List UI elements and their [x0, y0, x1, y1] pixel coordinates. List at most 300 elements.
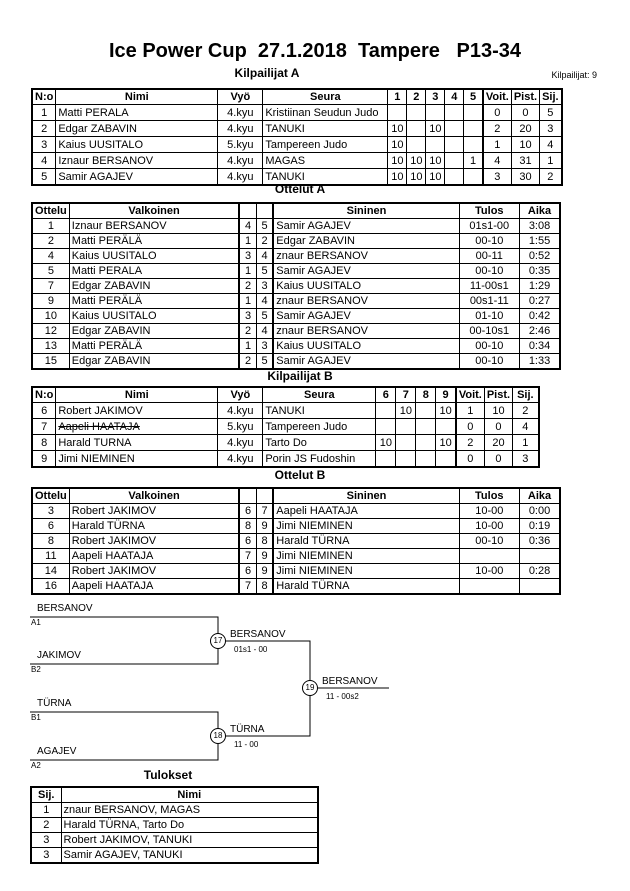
- table-row: [32, 264, 560, 279]
- table-cell: Kaius UUSITALO: [56, 137, 218, 153]
- column-header: Sininen: [273, 203, 459, 219]
- table-cell: Kaius UUSITALO: [69, 249, 239, 264]
- table-cell: 2: [32, 234, 69, 249]
- table-cell: 0:27: [519, 294, 560, 309]
- table-cell: 4: [256, 294, 273, 309]
- header-row: [32, 89, 562, 105]
- bracket-seed3-tag: B1: [31, 713, 41, 722]
- table-cell: [464, 121, 483, 137]
- table-cell: [396, 419, 416, 435]
- table-cell: 3: [239, 249, 256, 264]
- table-cell: [396, 451, 416, 468]
- table-cell: 3: [513, 451, 539, 468]
- table-cell: Edgar ZABAVIN: [56, 121, 218, 137]
- bracket-match17-score: 01s1 - 00: [234, 645, 268, 654]
- table-cell: 2: [32, 121, 56, 137]
- bracket-match19-number: 19: [302, 680, 318, 696]
- table-cell: 5: [32, 169, 56, 186]
- kilpailijat-a-table: [31, 88, 563, 186]
- table-cell: 10: [407, 169, 426, 186]
- table-cell: [426, 137, 445, 153]
- table-row: [32, 339, 560, 354]
- column-header: Ottelu: [32, 488, 69, 504]
- table-cell: 4.kyu: [218, 121, 263, 137]
- table-cell: 3: [32, 137, 56, 153]
- table-cell: Harald TÜRNA: [273, 579, 459, 595]
- column-header: Sij.: [540, 89, 562, 105]
- table-row: [32, 105, 562, 121]
- section-title-ottelut-a: Ottelut A: [274, 182, 326, 196]
- table-row: [31, 818, 318, 833]
- column-header: 2: [407, 89, 426, 105]
- table-row: [32, 294, 560, 309]
- table-cell: 0:42: [519, 309, 560, 324]
- table-cell: Edgar ZABAVIN: [69, 279, 239, 294]
- column-header: Nimi: [56, 89, 218, 105]
- table-cell: 5: [256, 264, 273, 279]
- table-cell: 11: [32, 549, 69, 564]
- table-cell: Robert JAKIMOV: [56, 403, 218, 419]
- table-cell: Edgar ZABAVIN: [69, 354, 239, 370]
- bracket-seed1-name: BERSANOV: [37, 603, 93, 614]
- table-row: [32, 249, 560, 264]
- table-cell: 1: [32, 105, 56, 121]
- table-cell: 9: [32, 294, 69, 309]
- table-cell: 8: [256, 534, 273, 549]
- column-header: Seura: [263, 387, 376, 403]
- table-cell: znaur BERSANOV: [273, 324, 459, 339]
- table-row: [32, 219, 560, 234]
- table-row: [32, 403, 539, 419]
- section-title-tulokset: Tulokset: [143, 768, 193, 782]
- table-row: [32, 309, 560, 324]
- table-cell: 10: [388, 137, 407, 153]
- section-title-kilpailijat-b: Kilpailijat B: [267, 369, 333, 383]
- table-cell: 7: [239, 579, 256, 595]
- table-cell: 0: [456, 419, 485, 435]
- table-cell: 4.kyu: [218, 435, 263, 451]
- table-cell: 9: [32, 451, 56, 468]
- header-row: [32, 203, 560, 219]
- table-cell: Matti PERALA: [69, 264, 239, 279]
- table-cell: Tarto Do: [263, 435, 376, 451]
- table-cell: Kaius UUSITALO: [273, 279, 459, 294]
- ottelut-a-table: [31, 202, 561, 370]
- table-cell: [376, 419, 396, 435]
- column-header: [256, 203, 273, 219]
- table-cell: 3: [256, 279, 273, 294]
- table-cell: [436, 451, 456, 468]
- table-cell: Samir AGAJEV: [273, 219, 459, 234]
- table-cell: Jimi NIEMINEN: [273, 549, 459, 564]
- column-header: Aika: [519, 203, 560, 219]
- table-row: [32, 549, 560, 564]
- table-cell: 1:55: [519, 234, 560, 249]
- table-cell: 9: [256, 519, 273, 534]
- table-cell: Edgar ZABAVIN: [273, 234, 459, 249]
- table-cell: Kristiinan Seudun Judo: [263, 105, 388, 121]
- table-cell: 10-00: [459, 504, 519, 519]
- column-header: [239, 488, 256, 504]
- table-cell: 4.kyu: [218, 105, 263, 121]
- column-header: 1: [388, 89, 407, 105]
- table-cell: znaur BERSANOV, MAGAS: [61, 803, 318, 818]
- table-cell: 00-10: [459, 354, 519, 370]
- table-cell: 1:29: [519, 279, 560, 294]
- column-header: Vyö: [218, 387, 263, 403]
- table-cell: [445, 137, 464, 153]
- column-header: 7: [396, 387, 416, 403]
- column-header: Voit.: [483, 89, 512, 105]
- table-cell: 0:36: [519, 534, 560, 549]
- table-cell: 1: [540, 153, 562, 169]
- table-cell: 5: [256, 219, 273, 234]
- table-cell: 10: [511, 137, 539, 153]
- table-cell: Robert JAKIMOV: [69, 534, 239, 549]
- section-title-kilpailijat-a: Kilpailijat A: [234, 66, 300, 80]
- column-header: Valkoinen: [69, 203, 239, 219]
- table-cell: Samir AGAJEV: [273, 309, 459, 324]
- table-cell: 00-10s1: [459, 324, 519, 339]
- table-cell: MAGAS: [263, 153, 388, 169]
- table-cell: 10: [436, 403, 456, 419]
- table-cell: 00-11: [459, 249, 519, 264]
- header-row: [31, 787, 318, 803]
- table-cell: 12: [32, 324, 69, 339]
- table-cell: 3: [32, 504, 69, 519]
- table-cell: 14: [32, 564, 69, 579]
- table-cell: [388, 105, 407, 121]
- table-cell: [445, 121, 464, 137]
- table-cell: [459, 549, 519, 564]
- table-cell: 0: [484, 451, 512, 468]
- table-cell: 10: [388, 121, 407, 137]
- table-cell: 10: [407, 153, 426, 169]
- table-cell: 2: [239, 324, 256, 339]
- table-cell: 8: [239, 519, 256, 534]
- table-cell: [376, 451, 396, 468]
- table-cell: 31: [511, 153, 539, 169]
- table-cell: 10: [484, 403, 512, 419]
- bracket-seed3-name: TÜRNA: [37, 698, 72, 709]
- table-cell: [416, 451, 436, 468]
- table-cell: 3: [31, 833, 61, 848]
- table-cell: Harald TÜRNA: [273, 534, 459, 549]
- table-row: [32, 137, 562, 153]
- table-cell: 7: [256, 504, 273, 519]
- table-cell: 0: [456, 451, 485, 468]
- table-row: [32, 579, 560, 595]
- table-cell: [396, 435, 416, 451]
- table-cell: 20: [484, 435, 512, 451]
- table-cell: Matti PERÄLÄ: [69, 234, 239, 249]
- table-row: [32, 279, 560, 294]
- bracket-match18-score: 11 - 00: [234, 740, 259, 749]
- table-cell: Samir AGAJEV: [273, 354, 459, 370]
- table-cell: 2: [513, 403, 539, 419]
- table-cell: [407, 105, 426, 121]
- table-cell: 0: [484, 419, 512, 435]
- table-row: [32, 354, 560, 370]
- table-cell: [464, 105, 483, 121]
- table-cell: 10: [376, 435, 396, 451]
- table-cell: 8: [32, 534, 69, 549]
- table-row: [32, 121, 562, 137]
- table-row: [31, 848, 318, 864]
- table-cell: Jimi NIEMINEN: [56, 451, 218, 468]
- table-cell: 2: [256, 234, 273, 249]
- table-cell: 4: [540, 137, 562, 153]
- column-header: Seura: [263, 89, 388, 105]
- table-cell: 1: [239, 339, 256, 354]
- table-cell: 4: [256, 249, 273, 264]
- table-cell: znaur BERSANOV: [273, 249, 459, 264]
- column-header: N:o: [32, 387, 56, 403]
- table-cell: 00-10: [459, 339, 519, 354]
- table-cell: [416, 403, 436, 419]
- table-cell: 1: [464, 153, 483, 169]
- table-cell: 1: [31, 803, 61, 818]
- column-header: Tulos: [459, 203, 519, 219]
- table-cell: Harald TÜRNA, Tarto Do: [61, 818, 318, 833]
- table-cell: Samir AGAJEV: [56, 169, 218, 186]
- column-header: Voit.: [456, 387, 485, 403]
- table-cell: 6: [32, 403, 56, 419]
- table-row: [31, 833, 318, 848]
- table-cell: Matti PERALA: [56, 105, 218, 121]
- table-cell: [376, 403, 396, 419]
- table-cell: znaur BERSANOV: [273, 294, 459, 309]
- column-header: Sininen: [273, 488, 459, 504]
- table-cell: 4.kyu: [218, 451, 263, 468]
- table-cell: [416, 435, 436, 451]
- column-header: 6: [376, 387, 396, 403]
- table-cell: 10-00: [459, 519, 519, 534]
- table-cell: 10: [32, 309, 69, 324]
- table-cell: Aapeli HAATAJA: [273, 504, 459, 519]
- table-cell: 9: [256, 549, 273, 564]
- table-cell: [416, 419, 436, 435]
- table-cell: 15: [32, 354, 69, 370]
- column-header: 8: [416, 387, 436, 403]
- column-header: [239, 203, 256, 219]
- table-cell: 3: [31, 848, 61, 864]
- table-cell: 10: [396, 403, 416, 419]
- column-header: [256, 488, 273, 504]
- column-header: Pist.: [511, 89, 539, 105]
- table-cell: 10: [388, 153, 407, 169]
- tulokset-table: [30, 786, 319, 864]
- table-cell: Porin JS Fudoshin: [263, 451, 376, 468]
- strikethrough-text: Aapeli HAATAJA: [58, 420, 140, 433]
- table-cell: 16: [32, 579, 69, 595]
- table-cell: Iznaur BERSANOV: [56, 153, 218, 169]
- column-header: 3: [426, 89, 445, 105]
- bracket-seed2-name: JAKIMOV: [37, 650, 81, 661]
- table-cell: [445, 105, 464, 121]
- table-cell: 10: [426, 169, 445, 186]
- table-cell: Matti PERÄLÄ: [69, 294, 239, 309]
- table-cell: TANUKI: [263, 169, 388, 186]
- table-cell: 1: [483, 137, 512, 153]
- table-cell: 5.kyu: [218, 137, 263, 153]
- table-cell: 10-00: [459, 564, 519, 579]
- table-cell: [56, 419, 218, 435]
- header-row: [32, 387, 539, 403]
- table-cell: 6: [239, 564, 256, 579]
- table-cell: Iznaur BERSANOV: [69, 219, 239, 234]
- column-header: 9: [436, 387, 456, 403]
- table-cell: 11-00s1: [459, 279, 519, 294]
- bracket-match19-winner: BERSANOV: [322, 676, 378, 687]
- table-cell: Samir AGAJEV, TANUKI: [61, 848, 318, 864]
- table-cell: Harald TURNA: [56, 435, 218, 451]
- table-cell: 3: [540, 121, 562, 137]
- column-header: Valkoinen: [69, 488, 239, 504]
- table-cell: 1: [513, 435, 539, 451]
- participants-count: Kilpailijat: 9: [551, 70, 597, 80]
- table-cell: [464, 137, 483, 153]
- table-cell: Kaius UUSITALO: [69, 309, 239, 324]
- table-cell: 0:35: [519, 264, 560, 279]
- table-cell: 5.kyu: [218, 419, 263, 435]
- column-header: Vyö: [218, 89, 263, 105]
- bracket-seed2-tag: B2: [31, 665, 41, 674]
- column-header: Tulos: [459, 488, 519, 504]
- table-cell: Robert JAKIMOV: [69, 504, 239, 519]
- table-cell: 7: [32, 419, 56, 435]
- table-cell: 0:28: [519, 564, 560, 579]
- page-title: Ice Power Cup 27.1.2018 Tampere P13-34: [108, 40, 522, 62]
- table-cell: 2: [456, 435, 485, 451]
- table-cell: Kaius UUSITALO: [273, 339, 459, 354]
- bracket-seed1-tag: A1: [31, 618, 41, 627]
- table-cell: Robert JAKIMOV, TANUKI: [61, 833, 318, 848]
- table-cell: 8: [32, 435, 56, 451]
- table-cell: 8: [256, 579, 273, 595]
- table-cell: 6: [239, 534, 256, 549]
- table-cell: 4: [32, 153, 56, 169]
- table-cell: 2: [239, 279, 256, 294]
- table-cell: 00-10: [459, 534, 519, 549]
- table-cell: [407, 137, 426, 153]
- table-cell: 30: [511, 169, 539, 186]
- table-cell: [436, 419, 456, 435]
- table-row: [32, 435, 539, 451]
- table-cell: 1: [239, 234, 256, 249]
- table-cell: 4.kyu: [218, 153, 263, 169]
- table-cell: 4: [483, 153, 512, 169]
- table-cell: 4: [239, 219, 256, 234]
- column-header: Pist.: [484, 387, 512, 403]
- bracket-match19-score: 11 - 00s2: [326, 692, 359, 701]
- column-header: Sij.: [31, 787, 61, 803]
- table-cell: 3: [483, 169, 512, 186]
- table-cell: 5: [540, 105, 562, 121]
- table-cell: 5: [32, 264, 69, 279]
- table-cell: TANUKI: [263, 403, 376, 419]
- table-cell: 6: [239, 504, 256, 519]
- table-cell: [519, 549, 560, 564]
- table-cell: 0:34: [519, 339, 560, 354]
- column-header: 4: [445, 89, 464, 105]
- kilpailijat-b-table: [31, 386, 540, 468]
- table-cell: 9: [256, 564, 273, 579]
- table-cell: 4: [32, 249, 69, 264]
- table-cell: Aapeli HAATAJA: [69, 579, 239, 595]
- column-header: Ottelu: [32, 203, 69, 219]
- table-cell: 5: [256, 309, 273, 324]
- section-title-ottelut-b: Ottelut B: [274, 468, 326, 482]
- table-cell: [445, 153, 464, 169]
- table-cell: 0:00: [519, 504, 560, 519]
- table-cell: 1:33: [519, 354, 560, 370]
- table-cell: 2:46: [519, 324, 560, 339]
- table-cell: 2: [483, 121, 512, 137]
- table-cell: 5: [256, 354, 273, 370]
- table-cell: 3: [256, 339, 273, 354]
- header-row: [32, 488, 560, 504]
- table-cell: 3:08: [519, 219, 560, 234]
- table-cell: 01s1-00: [459, 219, 519, 234]
- table-cell: 2: [239, 354, 256, 370]
- bracket-match18-number: 18: [210, 728, 226, 744]
- table-cell: 7: [32, 279, 69, 294]
- table-cell: Jimi NIEMINEN: [273, 519, 459, 534]
- table-cell: 00-10: [459, 234, 519, 249]
- column-header: N:o: [32, 89, 56, 105]
- table-cell: 0:19: [519, 519, 560, 534]
- table-cell: Aapeli HAATAJA: [69, 549, 239, 564]
- table-cell: 2: [31, 818, 61, 833]
- column-header: Aika: [519, 488, 560, 504]
- table-cell: 13: [32, 339, 69, 354]
- table-cell: 4: [513, 419, 539, 435]
- table-cell: 10: [436, 435, 456, 451]
- table-cell: 4.kyu: [218, 403, 263, 419]
- table-row: [31, 803, 318, 818]
- table-cell: 3: [239, 309, 256, 324]
- table-cell: 1: [456, 403, 485, 419]
- table-cell: Matti PERÄLÄ: [69, 339, 239, 354]
- table-cell: Samir AGAJEV: [273, 264, 459, 279]
- table-cell: 0: [511, 105, 539, 121]
- table-cell: 0:52: [519, 249, 560, 264]
- bracket-seed4-tag: A2: [31, 761, 41, 770]
- table-cell: Tampereen Judo: [263, 419, 376, 435]
- table-cell: 4: [256, 324, 273, 339]
- table-row: [32, 419, 539, 435]
- ottelut-b-table: [31, 487, 561, 595]
- column-header: Sij.: [513, 387, 539, 403]
- table-cell: [459, 579, 519, 595]
- table-cell: 1: [239, 294, 256, 309]
- table-cell: 2: [540, 169, 562, 186]
- table-row: [32, 519, 560, 534]
- table-row: [32, 153, 562, 169]
- table-cell: 10: [388, 169, 407, 186]
- table-cell: 10: [426, 153, 445, 169]
- table-cell: 6: [32, 519, 69, 534]
- table-cell: Tampereen Judo: [263, 137, 388, 153]
- table-cell: Robert JAKIMOV: [69, 564, 239, 579]
- table-row: [32, 234, 560, 249]
- table-cell: 01-10: [459, 309, 519, 324]
- column-header: Nimi: [61, 787, 318, 803]
- table-cell: 10: [426, 121, 445, 137]
- column-header: Nimi: [56, 387, 218, 403]
- bracket-match17-winner: BERSANOV: [230, 629, 286, 640]
